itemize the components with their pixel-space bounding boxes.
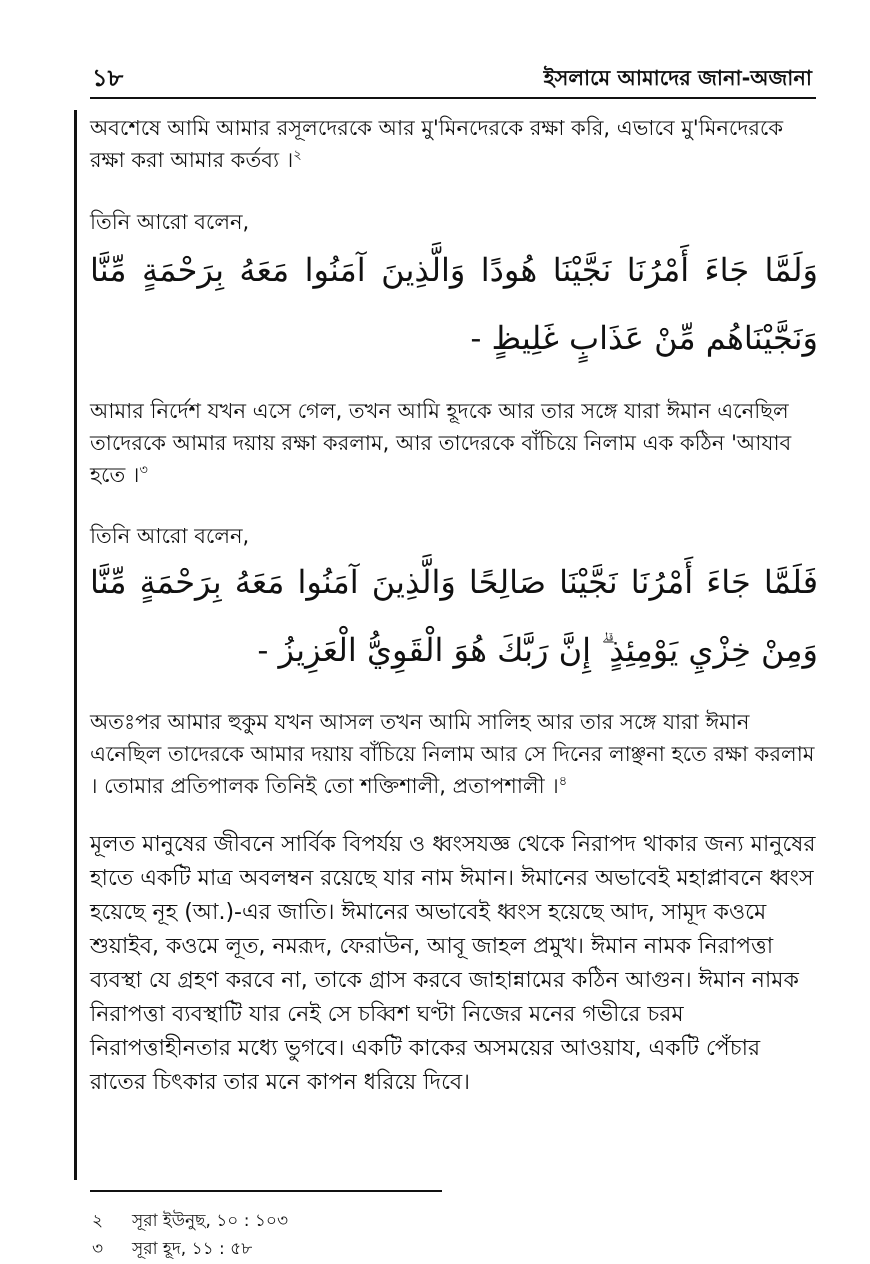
paragraph-1-text: অবশেষে আমি আমার রসূলদেরকে আর মু'মিনদেরকে রক্ষা করি, এভাবে মু'মিনদেরকে রক্ষা করা আমার কর্তব্য । — [90, 116, 784, 172]
page-number: ১৮ — [92, 64, 124, 92]
footnote-ref-4: ৪ — [558, 774, 568, 789]
paragraph-2 — [90, 395, 818, 491]
margin-bar — [74, 110, 77, 1180]
footnote-rule — [90, 1190, 442, 1192]
paragraph-1 — [90, 112, 818, 176]
footnote-text: সূরা হূদ, ১১ : ৫৮ — [132, 1239, 253, 1259]
paragraph-3 — [90, 706, 818, 802]
paragraph-4: মূলত মানুষের জীবনে সার্বিক বিপর্যয় ও ধ্বংসযজ্ঞ থেকে নিরাপদ থাকার জন্য মানুষের হাতে একটি মাত্র অবলম্বন রয়েছে যার নাম ঈমান। ঈমানের অভাবেই মহাপ্লাবনে ধ্বংস হয়েছে নূহ (আ.)-এর জাতি। ঈমানের অভাবেই ধ্বংস হয়েছে আদ, সামূদ কওমে শুয়াইব, কওমে লূত, নমরূদ, ফেরাউন, আবূ জাহল প্রমুখ। ঈমান নামক নিরাপত্তা ব্যবস্থা যে গ্রহণ করবে না, তাকে গ্রাস করবে জাহান্নামের কঠিন আগুন। ঈমান নামক নিরাপত্তা ব্যবস্থাটি যার নেই সে চব্বিশ ঘণ্টা নিজের মনের গভীরে চরম নিরাপত্তাহীনতার মধ্যে ভুগবে। একটি কাকের অসময়ের আওয়ায, একটি পেঁচার রাতের চিৎকার তার মনে কাপন ধরিয়ে দিবে। — [90, 832, 816, 1095]
footnote-text: সূরা ইউনুছ, ১০ : ১০৩ — [132, 1211, 289, 1231]
paragraph-3-text: অতঃপর আমার হুকুম যখন আসল তখন আমি সালিহ আর তার সঙ্গে যারা ঈমান এনেছিল তাদেরকে আমার দয়ায় বাঁচিয়ে নিলাম আর সে দিনের লাঞ্ছনা হতে রক্ষা করলাম । তোমার প্রতিপালক তিনিই তো শক্তিশালী, প্রতাপশালী । — [90, 710, 815, 798]
running-head: ইসলামে আমাদের জানা-অজানা — [543, 66, 812, 90]
paragraph-2-text: আমার নির্দেশ যখন এসে গেল, তখন আমি হূদকে আর তার সঙ্গে যারা ঈমান এনেছিল তাদেরকে আমার দয়ায় রক্ষা করলাম, আর তাদেরকে বাঁচিয়ে নিলাম এক কঠিন 'আযাব হতে । — [90, 399, 792, 487]
intro-line-1: তিনি আরো বলেন, — [90, 210, 250, 234]
footnote-ref-2: ২ — [293, 148, 302, 163]
header-rule — [90, 97, 816, 99]
footnote-number: ৩ — [92, 1239, 104, 1259]
footnote-2 — [92, 1208, 288, 1236]
arabic-verse-1: وَلَمَّا جَاءَ أَمْرُنَا نَجَّيْنَا هُودًا وَالَّذِينَ آمَنُوا مَعَهُ بِرَحْمَةٍ مِّنَّا وَنَجَّيْنَاهُم مِّنْ عَذَابٍ غَلِيظٍ - — [90, 251, 818, 357]
intro-line-2: তিনি আরো বলেন, — [90, 524, 250, 548]
arabic-verse-2: فَلَمَّا جَاءَ أَمْرُنَا نَجَّيْنَا صَالِحًا وَالَّذِينَ آمَنُوا مَعَهُ بِرَحْمَةٍ مِّنَّا وَمِنْ خِزْيِ يَوْمِئِذٍ ۗ إِنَّ رَبَّكَ هُوَ الْقَوِيُّ الْعَزِيزُ - — [90, 563, 818, 669]
footnote-number: ২ — [92, 1211, 104, 1231]
footnote-3 — [92, 1236, 252, 1264]
footnote-ref-3: ৩ — [139, 463, 148, 478]
